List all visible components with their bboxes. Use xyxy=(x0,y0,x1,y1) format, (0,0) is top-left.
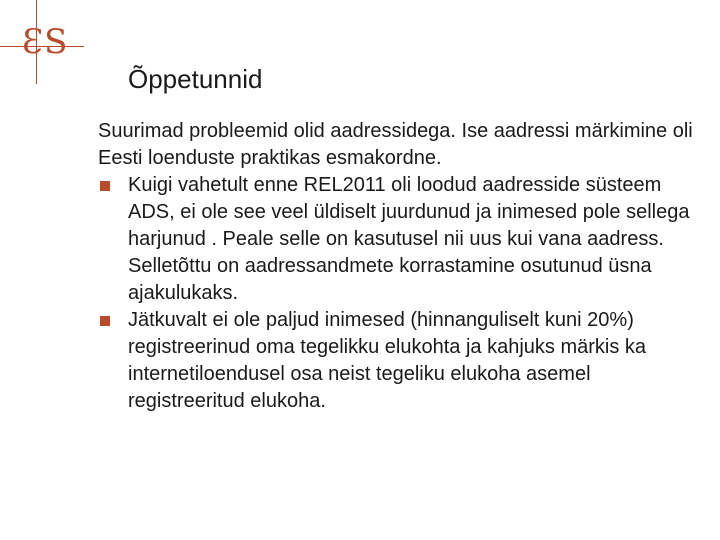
logo-mark: ƐS xyxy=(22,22,69,62)
bullet-text: Jätkuvalt ei ole paljud inimesed (hinnanguliselt kuni 20%) registreerinud oma tegelikku elukohta ja kahjuks märkis ka internetiloendusel osa neist tegeliku elukoha asemel registreeritud elukoha. xyxy=(128,309,647,412)
square-bullet-icon xyxy=(100,316,110,326)
square-bullet-icon xyxy=(100,181,110,191)
bullet-list xyxy=(98,172,698,415)
slide-content xyxy=(98,118,698,415)
bullet-item xyxy=(98,172,698,307)
intro-paragraph: Suurimad probleemid olid aadressidega. Ise aadressi märkimine oli Eesti loenduste praktikas esmakordne. xyxy=(98,120,693,169)
bullet-text: Kuigi vahetult enne REL2011 oli loodud aadresside süsteem ADS, ei ole see veel üldiselt juurdunud ja inimesed pole sellega harjunud . Peale selle on kasutusel nii uus kui vana aadress. Selletõttu on aadressandmete korrastamine osutunud üsna ajakulukaks. xyxy=(128,174,690,304)
slide-title: Õppetunnid xyxy=(128,64,263,94)
bullet-item xyxy=(98,307,698,415)
logo xyxy=(0,0,90,90)
